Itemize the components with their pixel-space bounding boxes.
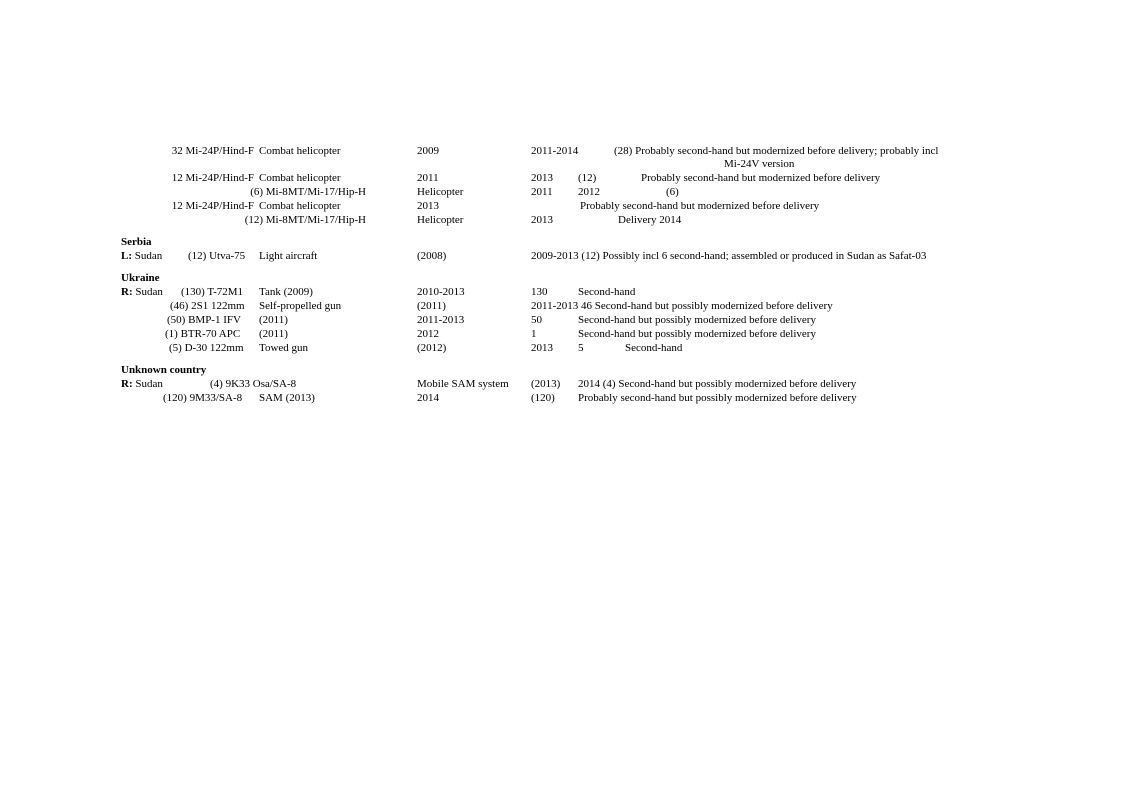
weapon-designation: (120) 9M33/SA-8 (163, 392, 243, 404)
weapon-description: Helicopter (417, 214, 464, 226)
recipient-line (121, 286, 163, 299)
weapon-description: SAM (2013) (259, 392, 315, 404)
order-year: (2011) (259, 328, 288, 340)
weapon-designation: (6) Mi-8MT/Mi-17/Hip-H (250, 186, 366, 198)
weapon-designation: (5) D-30 122mm (169, 342, 244, 354)
comments: 2009-2013 (12) Possibly incl 6 second-hand; assembled or produced in Sudan as Safat-03 (531, 250, 927, 262)
delivery-years: 2013 (531, 172, 553, 184)
comments: Second-hand (625, 342, 683, 354)
comments: Probably second-hand but modernized before delivery (580, 200, 820, 212)
weapon-description: Self-propelled gun (259, 300, 342, 312)
comments: 2014 (4) Second-hand but possibly modernized before delivery (578, 378, 857, 390)
weapon-description: Towed gun (259, 342, 309, 354)
weapon-designation: 12 Mi-24P/Hind-F (171, 172, 254, 184)
licence-prefix: L: (121, 250, 132, 262)
order-year: (2012) (417, 342, 447, 354)
weapon-description: Combat helicopter (259, 172, 341, 184)
delivery-years: 2011-2014 (531, 145, 579, 157)
weapon-designation: (50) BMP-1 IFV (167, 314, 241, 326)
delivery-years: 2012 (578, 186, 600, 198)
delivery-years: 2012 (417, 328, 439, 340)
order-year: 2013 (417, 200, 439, 212)
weapon-description: Mobile SAM system (417, 378, 509, 390)
supplier-heading: Unknown country (121, 364, 207, 376)
comments: Delivery 2014 (618, 214, 682, 226)
delivered-number: 50 (531, 314, 542, 326)
comments: Second-hand but possibly modernized before delivery (578, 314, 816, 326)
weapon-description: Combat helicopter (259, 145, 341, 157)
comments: Second-hand (578, 286, 636, 298)
order-year: 2013 (531, 214, 553, 226)
delivery-years: 2010-2013 (417, 286, 465, 298)
supplier-heading: Ukraine (121, 272, 160, 284)
delivered-number: 5 (578, 342, 584, 354)
comments: (28) Probably second-hand but modernized before delivery; probably incl (614, 145, 939, 157)
delivery-years: 2013 (531, 342, 553, 354)
delivery-years: 2014 (417, 392, 439, 404)
comments: Second-hand but possibly modernized before delivery (578, 328, 816, 340)
delivered-number: (12) (578, 172, 597, 184)
recipient-prefix: R: (121, 286, 133, 298)
order-year: (2013) (531, 378, 561, 390)
recipient-country: Sudan (135, 378, 163, 390)
weapon-designation: 12 Mi-24P/Hind-F (171, 200, 254, 212)
comments: 2011-2013 46 Second-hand but possibly modernized before delivery (531, 300, 833, 312)
order-year: (2011) (417, 300, 446, 312)
delivery-years: 2011-2013 (417, 314, 465, 326)
weapon-description: Tank (2009) (259, 286, 313, 298)
weapon-designation: (12) Utva-75 (188, 250, 246, 262)
order-year: (2008) (417, 250, 447, 262)
delivered-number: 1 (531, 328, 537, 340)
weapon-designation: 32 Mi-24P/Hind-F (171, 145, 254, 157)
supplier-heading: Serbia (121, 236, 152, 248)
order-year: 2011 (531, 186, 553, 198)
weapon-designation: (12) Mi-8MT/Mi-17/Hip-H (244, 214, 366, 226)
delivered-number: (6) (666, 186, 679, 198)
weapon-description: Combat helicopter (259, 200, 341, 212)
weapon-designation: (130) T-72M1 (181, 286, 244, 298)
weapon-designation: (46) 2S1 122mm (170, 300, 245, 312)
order-year: 2011 (417, 172, 439, 184)
delivered-number: 130 (531, 286, 548, 298)
recipient-prefix: R: (121, 378, 133, 390)
comments: Probably second-hand but possibly modernized before delivery (578, 392, 857, 404)
delivered-number: (120) (531, 392, 555, 404)
recipient-line (121, 378, 163, 391)
recipient-country: Sudan (134, 250, 163, 262)
comments-continued: Mi-24V version (724, 158, 795, 170)
order-year: 2009 (417, 145, 439, 157)
recipient-country: Sudan (135, 286, 163, 298)
weapon-designation: (1) BTR-70 APC (165, 328, 241, 340)
recipient-line (121, 250, 162, 263)
order-year: (2011) (259, 314, 288, 326)
comments: Probably second-hand but modernized before delivery (641, 172, 881, 184)
weapon-description: Helicopter (417, 186, 464, 198)
weapon-description: Light aircraft (259, 250, 318, 262)
weapon-designation: (4) 9K33 Osa/SA-8 (210, 378, 297, 390)
